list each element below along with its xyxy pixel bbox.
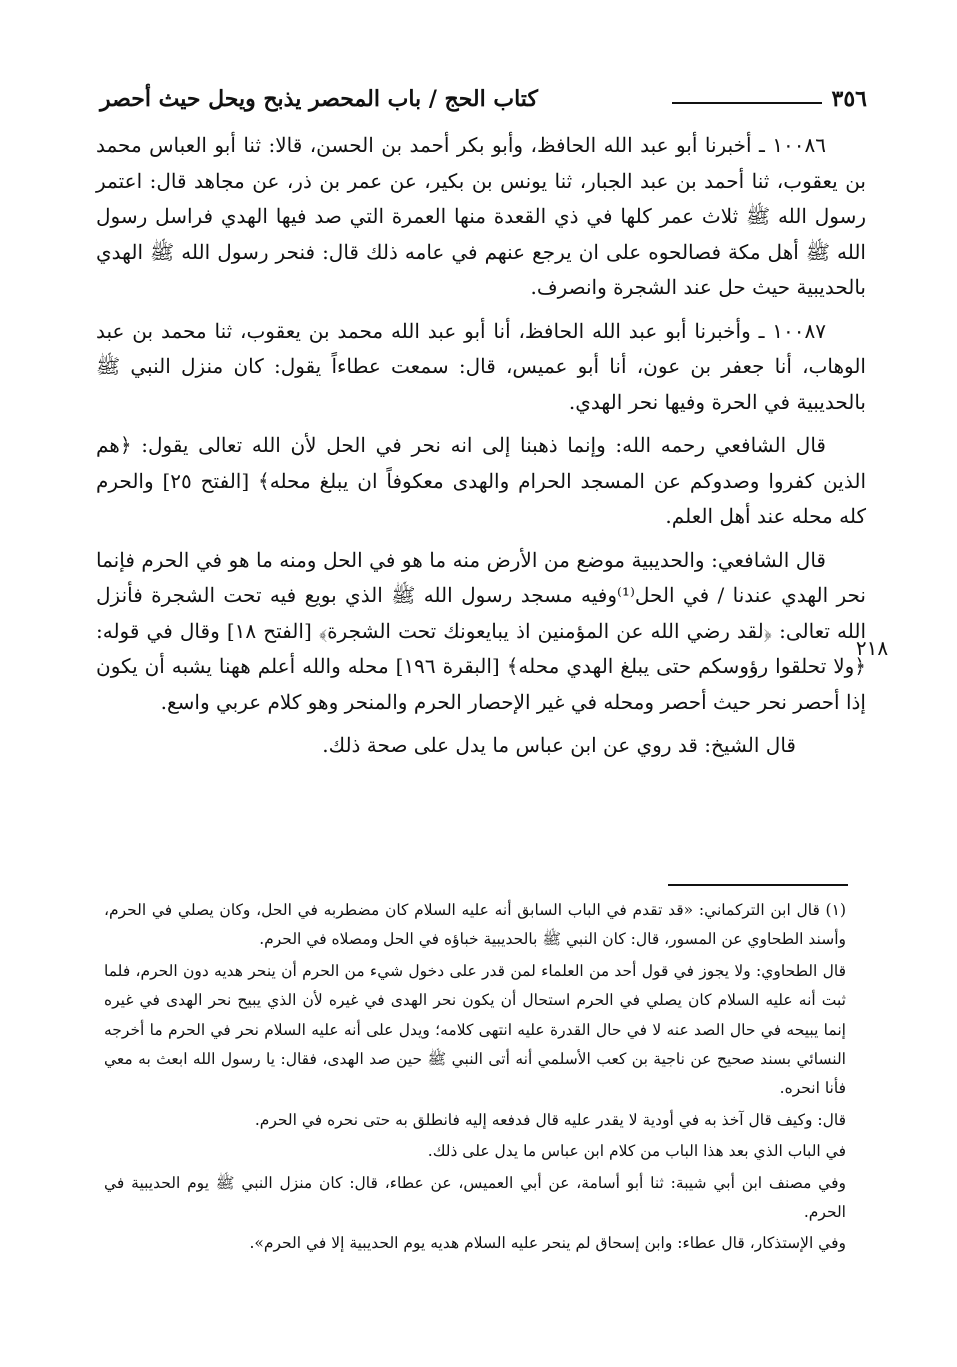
footnote-paragraph: في الباب الذي بعد هذا الباب من كلام ابن عباس ما يدل على ذلك. [427, 1142, 846, 1161]
running-title: كتاب الحج / باب المحصر يذبح ويحل حيث أحصر [100, 86, 538, 112]
footnote-paragraph: قال: وكيف قال آخذ به في أودية لا يقدر عليه قال فدفعه إليه فانطلق به حتى نحره في الحرم. [254, 1110, 846, 1129]
shafii-commentary-2: قال الشافعي: والحديبية موضع من الأرض منه ما هو في الحل ومنه ما هو في الحرم فإنما نحر الهدي عندنا / في الحل⁽¹⁾وفيه مسجد رسول الله ﷺ الذي بويع فيه تحت الشجرة فأنزل الله تعالى: ﴿لقد رضي الله عن المؤمنين اذ يبايعونك تحت الشجرة﴾ [الفتح ١٨] وقال في قوله: ﴿ولا تحلقوا رؤوسكم حتى يبلغ الهدي محله﴾ [البقرة ١٩٦] محله والله أعلم ههنا يشبه أن يكون إذا أحصر نحر حيث أحصر ومحله في غير الإحصار الحرم والمنحر وهو كلام عربي واسع. [96, 547, 867, 714]
shaykh-statement: قال الشيخ: قد روي عن ابن عباس ما يدل على صحة ذلك. [322, 733, 796, 757]
hadith-10086: ١٠٠٨٦ ـ أخبرنا أبو عبد الله الحافظ، وأبو بكر أحمد بن الحسن، قالا: ثنا أبو العباس محمد بن يعقوب، ثنا أحمد بن عبد الجبار، ثنا يونس بن بكير، عن عمر بن ذر، عن مجاهد قال: اعتمر رسول الله ﷺ ثلاث عمر كلها في ذي القعدة منها العمرة التي صد فيها الهدي فراسل رسول الله ﷺ أهل مكة فصالحوه على ان يرجع عنهم في عامه ذلك قال: فنحر رسول الله ﷺ الهدي بالحديبية حيث حل عند الشجرة وانصرف. [96, 133, 866, 299]
page-number: ٣٥٦ [831, 86, 867, 112]
main-text [96, 128, 866, 772]
header-rule [672, 102, 822, 104]
hadith-10087: ١٠٠٨٧ ـ وأخبرنا أبو عبد الله الحافظ، أنا أبو عبد الله محمد بن يعقوب، ثنا محمد بن عبد الوهاب، أنا جعفر بن عون، أنا أبو عميس، قال: سمعت عطاءاً يقول: كان منزل النبي ﷺ بالحديبية في الحرة وفيها نحر الهدي. [96, 318, 866, 414]
footnote-paragraph: (١) قال ابن التركماني: «قد تقدم في الباب السابق أنه عليه السلام كان مضطربه في الحل، وكان يصلي في الحرم، وأسند الطحاوي عن المسور، قال: كان النبي ﷺ بالحديبية خباؤه في الحل ومصلاه في الحرم. [104, 901, 846, 949]
margin-page-number: ٢١٨ [855, 636, 889, 660]
shafii-commentary-1: قال الشافعي رحمه الله: وإنما ذهبنا إلى انه نحر في الحل لأن الله تعالى يقول: ﴿هم الذين كفروا وصدوكم عن المسجد الحرام والهدى معكوفاً ان يبلغ محله﴾ [الفتح ٢٥] والحرم كله محله عند أهل العلم. [96, 433, 866, 528]
footnote-separator [668, 884, 848, 886]
footnote-paragraph: وفي الإستذكار، قال عطاء: وابن إسحاق لم ينحر عليه السلام هديه يوم الحديبية إلا في الحرم». [249, 1234, 846, 1253]
footnotes [104, 896, 846, 1261]
footnote-paragraph: قال الطحاوي: ولا يجوز في قول أحد من العلماء لمن قدر على دخول شيء من الحرم أن ينحر هديه دون الحرم، فلما ثبت أنه عليه السلام كان يصلي في الحرم استحال أن يكون نحر الهدى في غيره لأن الذي يبيح نحر الهدى في غيره إنما يبيحه في حال الصد عنه لا في حال القدرة عليه انتهى كلامه؛ ويدل على أنه عليه السلام نحر في الحرم ما أخرجه النسائي بسند صحيح عن ناجية بن كعب الأسلمي أنه أتى النبي ﷺ حين صد الهدى، فقال: يا رسول الله ابعث به معي فأنا انحره. [104, 961, 846, 1098]
footnote-paragraph: وفي مصنف ابن أبي شيبة: ثنا أبو أسامة، عن أبي العميس، عن عطاء، قال: كان منزل النبي ﷺ يوم الحديبية في الحرم. [104, 1173, 846, 1222]
page-header [100, 76, 867, 112]
